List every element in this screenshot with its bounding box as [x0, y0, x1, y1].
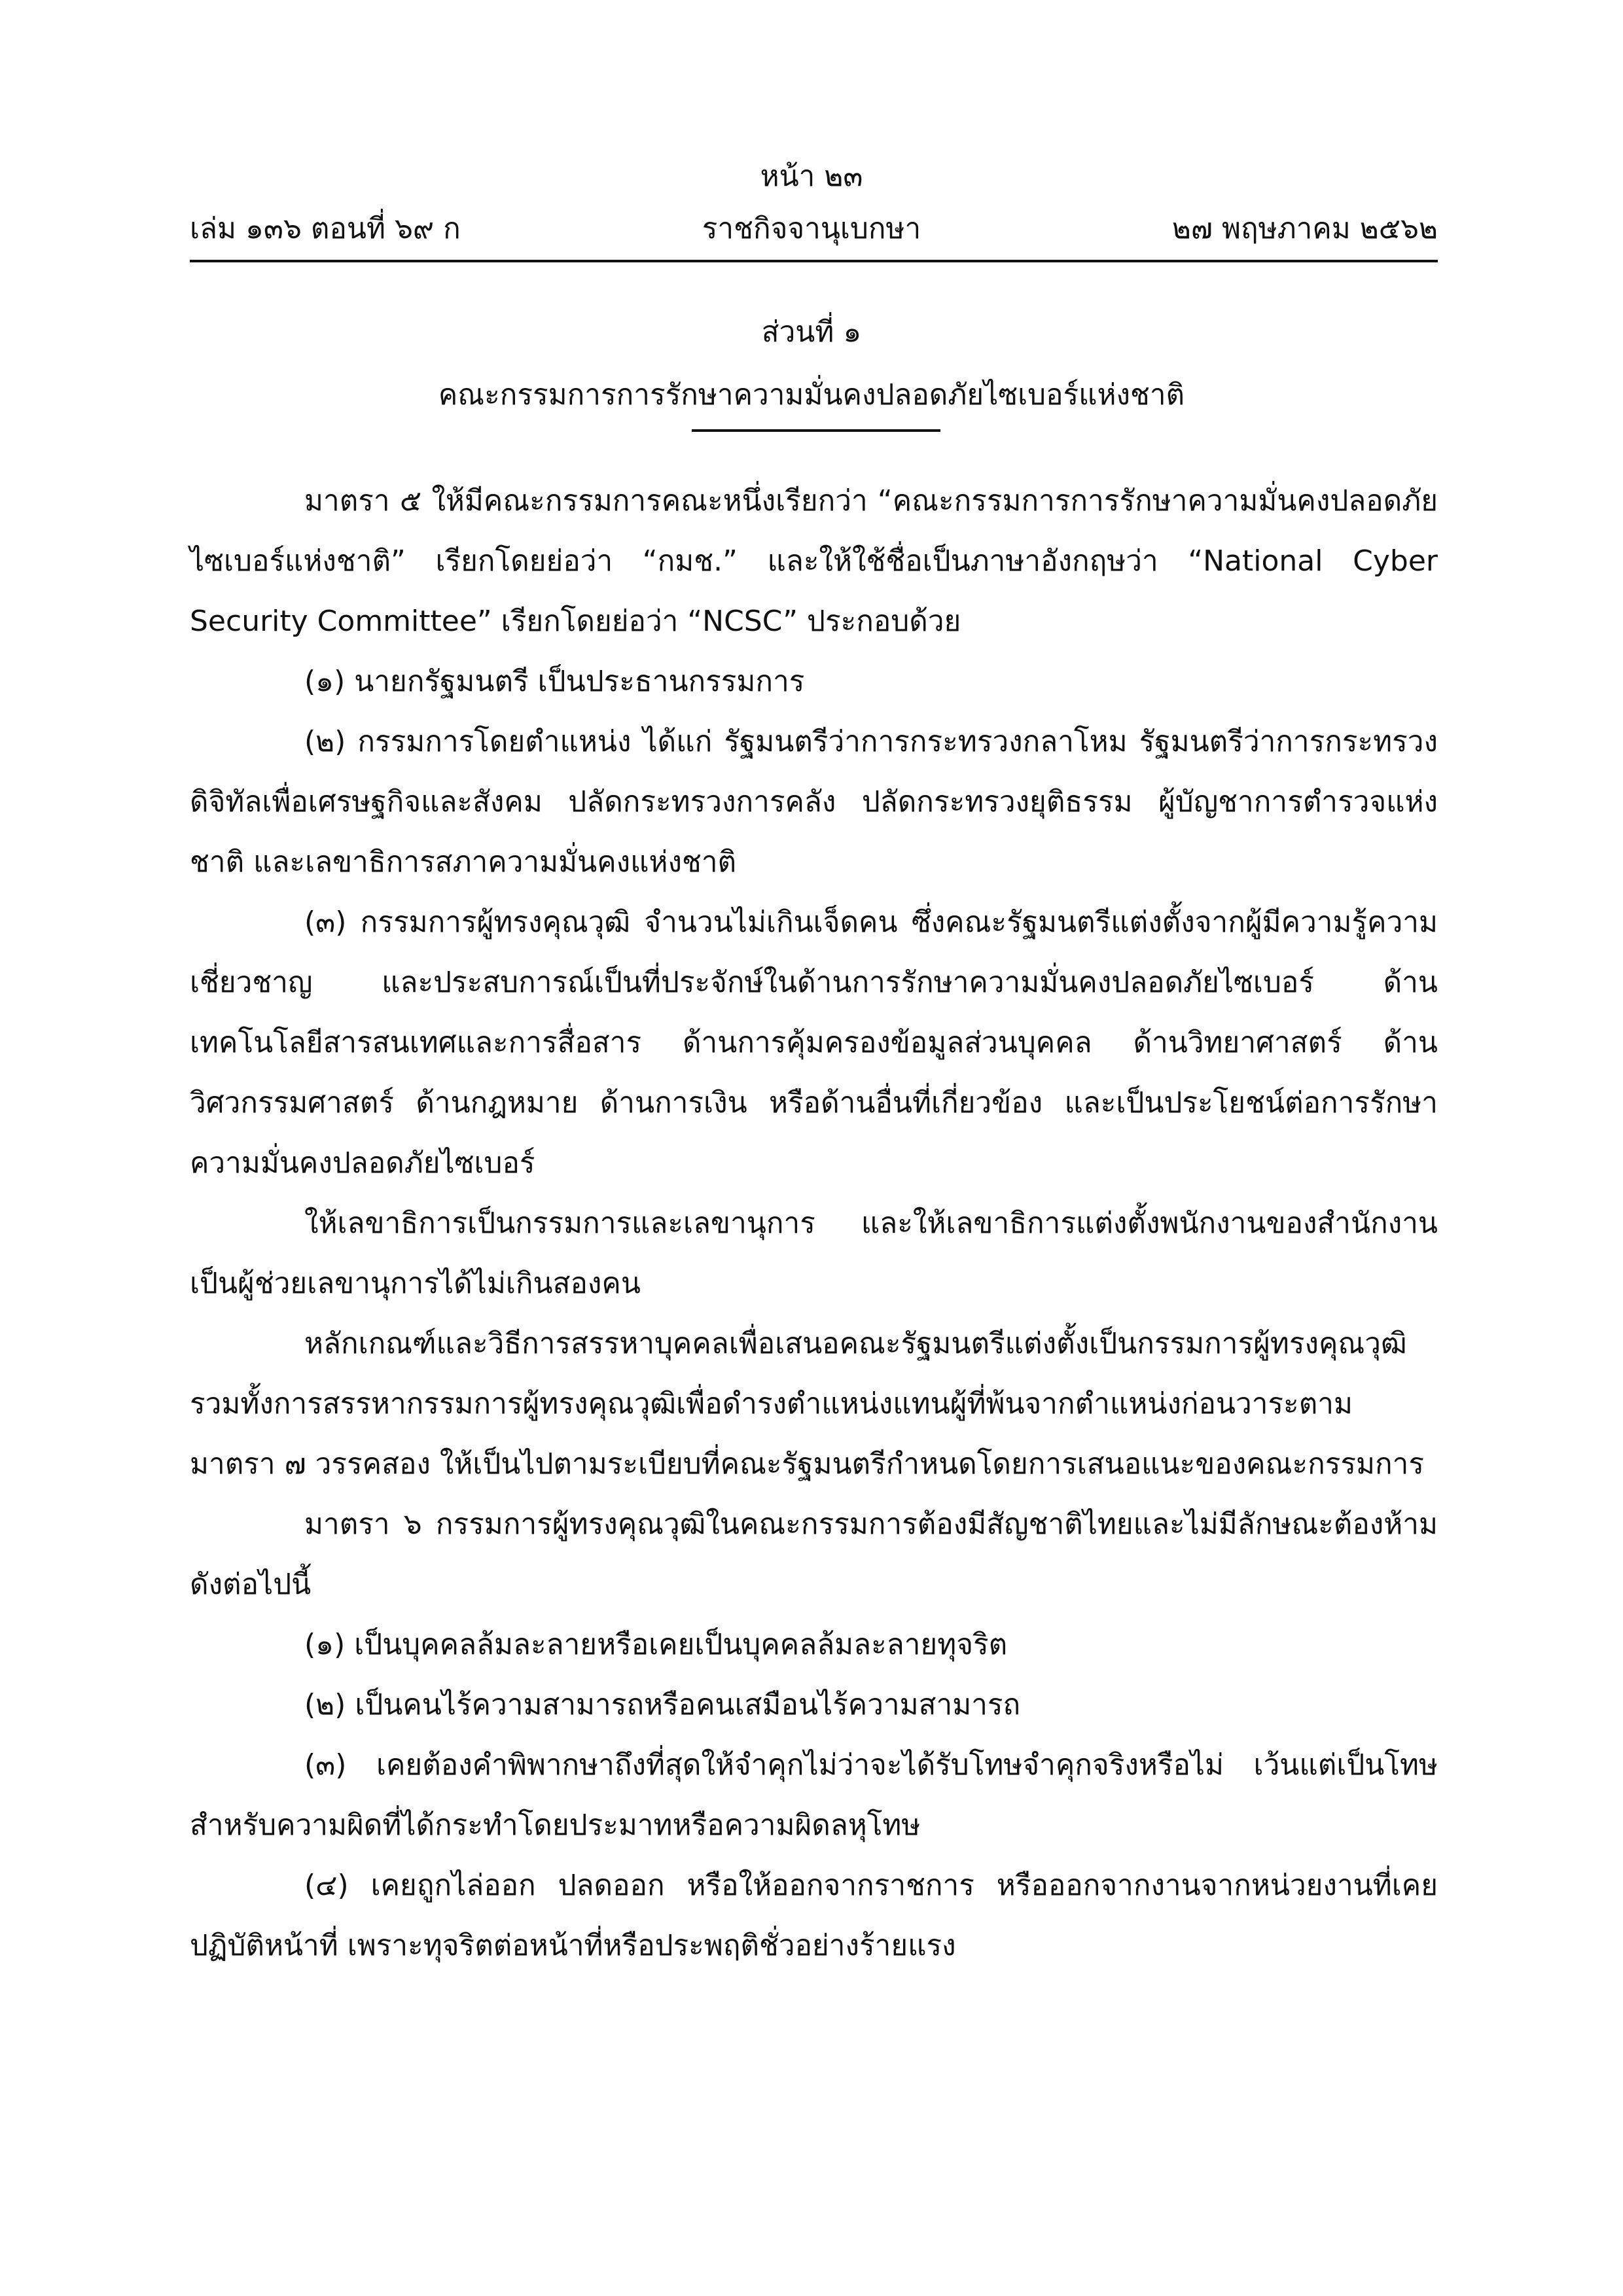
section-divider: [692, 429, 940, 432]
paragraph-item-1: (๑) นายกรัฐมนตรี เป็นประธานกรรมการ: [304, 665, 805, 698]
paragraph-item-3: (๓) กรรมการผู้ทรงคุณวุฒิ จำนวนไม่เกินเจ็ดคน ซึ่งคณะรัฐมนตรีแต่งตั้งจากผู้มีความรู้ความเชี่ยวชาญ และประสบการณ์เป็นที่ประจักษ์ในด้านการรักษาความมั่นคงปลอดภัยไซเบอร์ ด้านเทคโนโลยีสารสนเทศและการสื่อสาร ด้านการคุ้มครองข้อมูลส่วนบุคคล ด้านวิทยาศาสตร์ ด้านวิศวกรรมศาสตร์ ด้านกฎหมาย ด้านการเงิน หรือด้านอื่นที่เกี่ยวข้อง และเป็นประโยชน์ต่อการรักษาความมั่นคงปลอดภัยไซเบอร์: [190, 906, 1438, 1180]
gazette-name: ราชกิจจานุเบกษา: [702, 212, 921, 245]
paragraph-item-2: (๒) กรรมการโดยตำแหน่ง ได้แก่ รัฐมนตรีว่าการกระทรวงกลาโหม รัฐมนตรีว่าการกระทรวงดิจิทัลเพื่อเศรษฐกิจและสังคม ปลัดกระทรวงการคลัง ปลัดกระทรวงยุติธรรม ผู้บัญชาการตำรวจแห่งชาติ และเลขาธิการสภาความมั่นคงแห่งชาติ: [190, 725, 1438, 879]
paragraph-selection-criteria: หลักเกณฑ์และวิธีการสรรหาบุคคลเพื่อเสนอคณะรัฐมนตรีแต่งตั้งเป็นกรรมการผู้ทรงคุณวุฒิ รวมทั้งการสรรหากรรมการผู้ทรงคุณวุฒิเพื่อดำรงตำแหน่งแทนผู้ที่พ้นจากตำแหน่งก่อนวาระตามมาตรา ๗ วรรคสอง ให้เป็นไปตามระเบียบที่คณะรัฐมนตรีกำหนดโดยการเสนอแนะของคณะกรรมการ: [190, 1327, 1424, 1481]
paragraph-prohibition-3: (๓) เคยต้องคำพิพากษาถึงที่สุดให้จำคุกไม่ว่าจะได้รับโทษจำคุกจริงหรือไม่ เว้นแต่เป็นโทษสำหรับความผิดที่ได้กระทำโดยประมาทหรือความผิดลหุโทษ: [190, 1748, 1438, 1842]
section-title: คณะกรรมการการรักษาความมั่นคงปลอดภัยไซเบอร์แห่งชาติ: [438, 378, 1185, 412]
paragraph-prohibition-1: (๑) เป็นบุคคลล้มละลายหรือเคยเป็นบุคคลล้มละลายทุจริต: [304, 1628, 1008, 1661]
paragraph-section-6: มาตรา ๖ กรรมการผู้ทรงคุณวุฒิในคณะกรรมการต้องมีสัญชาติไทยและไม่มีลักษณะต้องห้าม ดังต่อไปนี้: [190, 1508, 1438, 1601]
volume-issue: เล่ม ๑๓๖ ตอนที่ ๖๙ ก: [190, 212, 461, 245]
paragraph-prohibition-4: (๔) เคยถูกไล่ออก ปลดออก หรือให้ออกจากราชการ หรือออกจากงานจากหน่วยงานที่เคยปฏิบัติหน้าที่ เพราะทุจริตต่อหน้าที่หรือประพฤติชั่วอย่างร้ายแรง: [190, 1869, 1438, 1962]
paragraph-secretary: ให้เลขาธิการเป็นกรรมการและเลขานุการ และให้เลขาธิการแต่งตั้งพนักงานของสำนักงานเป็นผู้ช่วยเลขานุการได้ไม่เกินสองคน: [190, 1207, 1438, 1300]
publication-date: ๒๗ พฤษภาคม ๒๕๖๒: [1171, 212, 1438, 245]
body-text: [190, 471, 1438, 1976]
paragraph-prohibition-2: (๒) เป็นคนไร้ความสามารถหรือคนเสมือนไร้ความสามารถ: [304, 1688, 1021, 1722]
paragraph-section-5: มาตรา ๕ ให้มีคณะกรรมการคณะหนึ่งเรียกว่า “คณะกรรมการการรักษาความมั่นคงปลอดภัยไซเบอร์แห่งชาติ” เรียกโดยย่อว่า “กมช.” และให้ใช้ชื่อเป็นภาษาอังกฤษว่า “National Cyber Security Committee” เรียกโดยย่อว่า “NCSC” ประกอบด้วย: [190, 484, 1438, 638]
header-divider: [190, 260, 1438, 262]
section-number: ส่วนที่ ๑: [761, 315, 862, 349]
page-number: หน้า ๒๓: [760, 160, 863, 193]
